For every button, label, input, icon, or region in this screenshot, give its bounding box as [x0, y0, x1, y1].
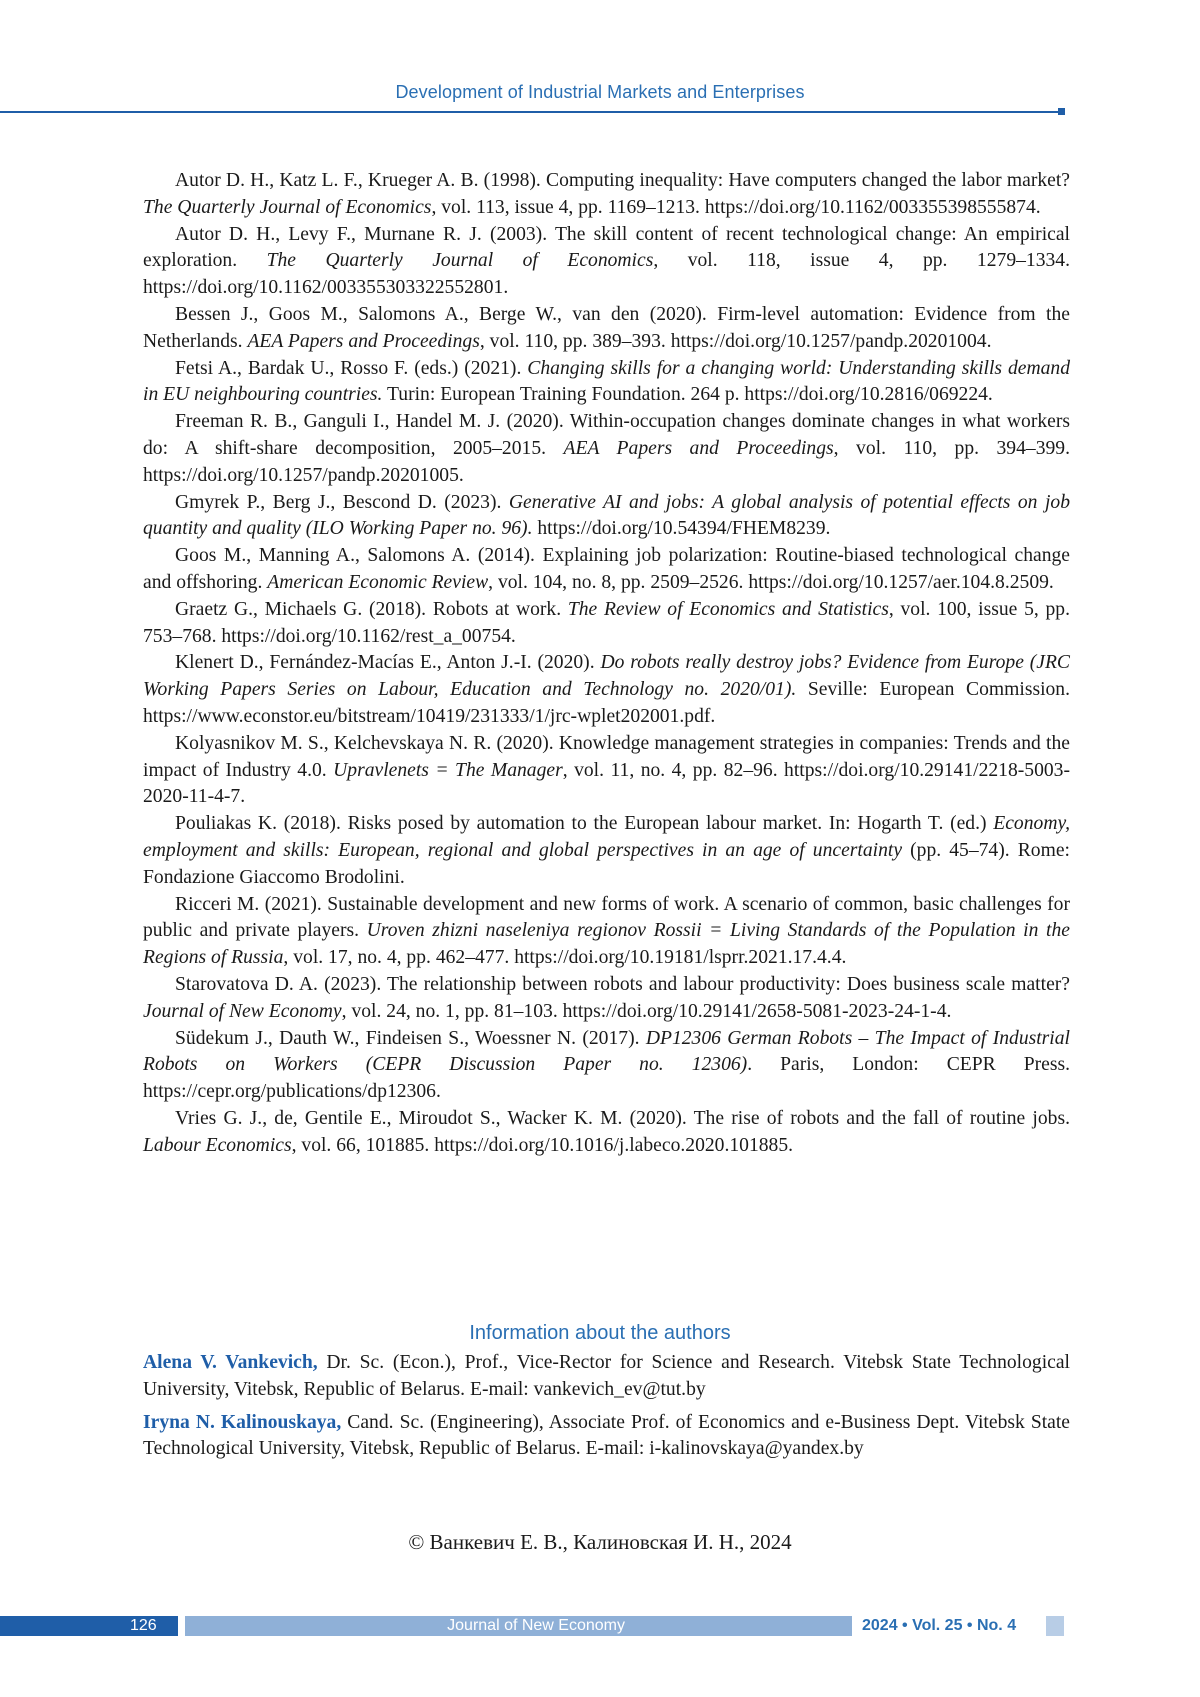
reference-source: Do robots really destroy jobs? Evidence from Europe (JRC Working Papers Series on Labour, Education and Technology no. 2020/01).: [143, 652, 1070, 700]
reference-source: American Economic Review: [267, 572, 488, 593]
reference-item: [143, 302, 1070, 356]
reference-details: Turin: European Training Foundation. 264 p. https://doi.org/10.2816/069224.: [382, 384, 992, 405]
reference-source: Uroven zhizni naseleniya regionov Rossii = Living Standards of the Population in the Regions of Russia: [143, 920, 1070, 968]
reference-text: Fetsi A., Bardak U., Rosso F. (eds.) (2021).: [175, 358, 527, 379]
reference-source: The Quarterly Journal of Economics: [267, 250, 654, 271]
reference-text: Graetz G., Michaels G. (2018). Robots at work.: [175, 599, 568, 620]
reference-source: The Review of Economics and Statistics: [568, 599, 889, 620]
author-entry: [143, 1350, 1070, 1404]
reference-item: [143, 543, 1070, 597]
reference-source: AEA Papers and Proceedings: [564, 438, 834, 459]
reference-details: , vol. 24, no. 1, pp. 81–103. https://doi.org/10.29141/2658-5081-2023-24-1-4.: [342, 1001, 952, 1022]
reference-details: , vol. 110, pp. 389–393. https://doi.org/10.1257/pandp.20201004.: [480, 331, 992, 352]
reference-item: [143, 356, 1070, 410]
reference-details: , vol. 110, pp. 394–399. https://doi.org/10.1257/pandp.20201005.: [143, 438, 1070, 486]
reference-source: The Quarterly Journal of Economics: [143, 197, 431, 218]
copyright-notice: © Ванкевич Е. В., Калиновская И. Н., 2024: [0, 1530, 1200, 1555]
author-details: Cand. Sc. (Engineering), Associate Prof. of Economics and e-Business Dept. Vitebsk State Technological University, Vitebsk, Republic of Belarus. E-mail: i-kalinovskaya@yandex.by: [143, 1412, 1070, 1460]
reference-item: [143, 222, 1070, 302]
reference-text: Südekum J., Dauth W., Findeisen S., Woessner N. (2017).: [175, 1028, 646, 1049]
reference-text: Bessen J., Goos M., Salomons A., Berge W., van den (2020). Firm-level automation: Evidence from the Netherlands.: [143, 304, 1070, 352]
reference-details: , vol. 11, no. 4, pp. 82–96. https://doi.org/10.29141/2218-5003-2020-11-4-7.: [143, 760, 1070, 808]
authors-list: [143, 1350, 1070, 1469]
reference-text: Freeman R. B., Ganguli I., Handel M. J. (2020). Within-occupation changes dominate changes in what workers do: A shift-share decomposition, 2005–2015.: [143, 411, 1070, 459]
reference-text: Vries G. J., de, Gentile E., Miroudot S., Wacker K. M. (2020). The rise of robots and the fall of routine jobs.: [175, 1108, 1070, 1129]
reference-item: [143, 490, 1070, 544]
reference-item: [143, 1106, 1070, 1160]
reference-item: [143, 892, 1070, 972]
footer-end-block: [1046, 1616, 1064, 1636]
reference-details: https://doi.org/10.54394/FHEM8239.: [532, 518, 830, 539]
reference-text: Autor D. H., Levy F., Murnane R. J. (2003). The skill content of recent technological change: An empirical exploration.: [143, 224, 1070, 272]
reference-source: DP12306 German Robots – The Impact of Industrial Robots on Workers (CEPR Discussion Paper no. 12306): [143, 1028, 1070, 1076]
reference-details: (pp. 45–74). Rome: Fondazione Giaccomo Brodolini.: [143, 840, 1070, 888]
reference-details: . Paris, London: CEPR Press. https://cepr.org/publications/dp12306.: [143, 1054, 1070, 1102]
author-entry: [143, 1410, 1070, 1464]
footer-issue-info: 2024 • Vol. 25 • No. 4: [862, 1616, 1042, 1636]
reference-details: , vol. 17, no. 4, pp. 462–477. https://doi.org/10.19181/lsprr.2021.17.4.4.: [283, 947, 846, 968]
reference-source: Economy, employment and skills: European, regional and global perspectives in an age of uncertainty: [143, 813, 1070, 861]
reference-item: [143, 731, 1070, 811]
author-name: Iryna N. Kalinouskaya,: [143, 1412, 341, 1433]
reference-details: , vol. 118, issue 4, pp. 1279–1334. https://doi.org/10.1162/003355303322552801.: [143, 250, 1070, 298]
reference-text: Autor D. H., Katz L. F., Krueger A. B. (1998). Computing inequality: Have computers changed the labor market?: [175, 170, 1070, 191]
reference-item: [143, 811, 1070, 891]
reference-item: [143, 972, 1070, 1026]
reference-details: , vol. 113, issue 4, pp. 1169–1213. https://doi.org/10.1162/003355398555874.: [431, 197, 1040, 218]
running-header: Development of Industrial Markets and Enterprises: [0, 82, 1200, 103]
reference-text: Gmyrek P., Berg J., Bescond D. (2023).: [175, 492, 509, 513]
reference-text: Goos M., Manning A., Salomons A. (2014). Explaining job polarization: Routine-biased technological change and offshoring.: [143, 545, 1070, 593]
page-footer: [0, 1616, 1200, 1636]
reference-text: Starovatova D. A. (2023). The relationship between robots and labour productivity: Does business scale matter?: [175, 974, 1070, 995]
reference-text: Pouliakas K. (2018). Risks posed by automation to the European labour market. In: Hogarth T. (ed.): [175, 813, 993, 834]
reference-source: Upravlenets = The Manager: [333, 760, 563, 781]
authors-heading: Information about the authors: [0, 1322, 1200, 1345]
reference-details: , vol. 104, no. 8, pp. 2509–2526. https://doi.org/10.1257/aer.104.8.2509.: [488, 572, 1054, 593]
header-rule: [0, 111, 1062, 113]
header-rule-end: [1058, 108, 1065, 115]
reference-source: Changing skills for a changing world: Understanding skills demand in EU neighbouring countries.: [143, 358, 1070, 406]
reference-item: [143, 650, 1070, 730]
reference-list: [143, 168, 1070, 1159]
reference-text: Kolyasnikov M. S., Kelchevskaya N. R. (2020). Knowledge management strategies in companies: Trends and the impact of Industry 4.0.: [143, 733, 1070, 781]
reference-source: Journal of New Economy: [143, 1001, 342, 1022]
reference-item: [143, 168, 1070, 222]
reference-source: Generative AI and jobs: A global analysis of potential effects on job quantity and quality (ILO Working Paper no. 96).: [143, 492, 1070, 540]
author-details: Dr. Sc. (Econ.), Prof., Vice-Rector for Science and Research. Vitebsk State Technological University, Vitebsk, Republic of Belarus. E-mail: vankevich_ev@tut.by: [143, 1352, 1070, 1400]
reference-details: Seville: European Commission. https://www.econstor.eu/bitstream/10419/231333/1/jrc-wplet202001.pdf.: [143, 679, 1070, 727]
reference-source: AEA Papers and Proceedings: [247, 331, 479, 352]
page-number: 126: [130, 1616, 178, 1636]
reference-item: [143, 597, 1070, 651]
reference-text: Klenert D., Fernández-Macías E., Anton J.-I. (2020).: [175, 652, 600, 673]
reference-details: , vol. 66, 101885. https://doi.org/10.1016/j.labeco.2020.101885.: [292, 1135, 793, 1156]
reference-details: , vol. 100, issue 5, pp. 753–768. https://doi.org/10.1162/rest_a_00754.: [143, 599, 1070, 647]
reference-text: Ricceri M. (2021). Sustainable development and new forms of work. A scenario of common, basic challenges for public and private players.: [143, 894, 1070, 942]
author-name: Alena V. Vankevich,: [143, 1352, 318, 1373]
reference-source: Labour Economics: [143, 1135, 292, 1156]
reference-item: [143, 1026, 1070, 1106]
footer-journal-title: Journal of New Economy: [185, 1616, 625, 1636]
reference-item: [143, 409, 1070, 489]
